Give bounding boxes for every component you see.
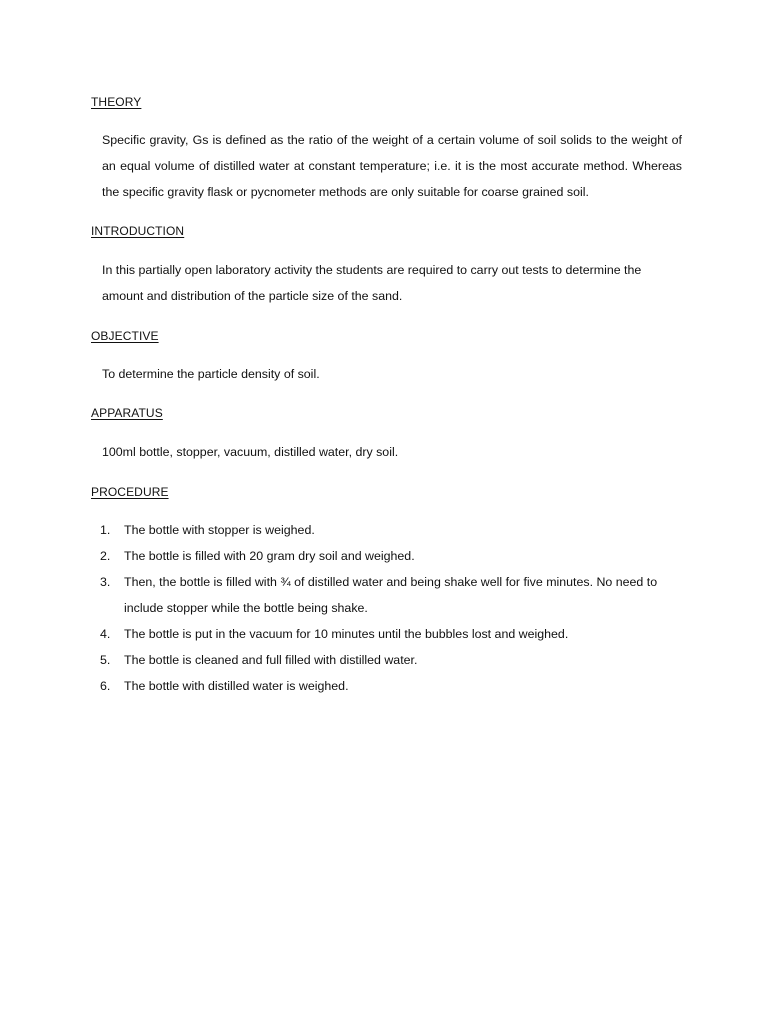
step-number: 3. [100, 575, 111, 589]
step-text: The bottle with stopper is weighed. [124, 523, 315, 537]
step-text: Then, the bottle is filled with ¾ of distilled water and being shake well for five minutes. No need to include stopper while the bottle being shake. [124, 575, 658, 615]
procedure-step [100, 517, 690, 543]
step-number: 6. [100, 679, 111, 693]
objective-paragraph: To determine the particle density of soil. [102, 367, 320, 381]
step-number: 4. [100, 627, 111, 641]
procedure-step [100, 647, 690, 673]
procedure-list [100, 517, 690, 699]
theory-paragraph: Specific gravity, Gs is defined as the ratio of the weight of a certain volume of soil solids to the weight of an equal volume of distilled water at constant temperature; i.e. it is the most accurate method. Whereas the specific gravity flask or pycnometer methods are only suitable for coarse grained soil. [102, 133, 682, 199]
procedure-step [100, 543, 690, 569]
step-number: 5. [100, 653, 111, 667]
step-text: The bottle is put in the vacuum for 10 minutes until the bubbles lost and weighed. [124, 627, 569, 641]
step-text: The bottle is cleaned and full filled with distilled water. [124, 653, 418, 667]
step-number: 1. [100, 523, 111, 537]
procedure-heading: PROCEDURE [91, 485, 169, 499]
step-text: The bottle with distilled water is weighed. [124, 679, 349, 693]
apparatus-heading: APPARATUS [91, 406, 163, 420]
procedure-step [100, 621, 690, 647]
introduction-paragraph: In this partially open laboratory activity the students are required to carry out tests to determine the amount and distribution of the particle size of the sand. [102, 263, 642, 303]
theory-heading: THEORY [91, 95, 142, 109]
introduction-heading: INTRODUCTION [91, 224, 185, 238]
step-text: The bottle is filled with 20 gram dry soil and weighed. [124, 549, 415, 563]
step-number: 2. [100, 549, 111, 563]
procedure-step [100, 673, 690, 699]
apparatus-paragraph: 100ml bottle, stopper, vacuum, distilled water, dry soil. [102, 445, 399, 459]
procedure-step [100, 569, 690, 621]
objective-heading: OBJECTIVE [91, 329, 159, 343]
